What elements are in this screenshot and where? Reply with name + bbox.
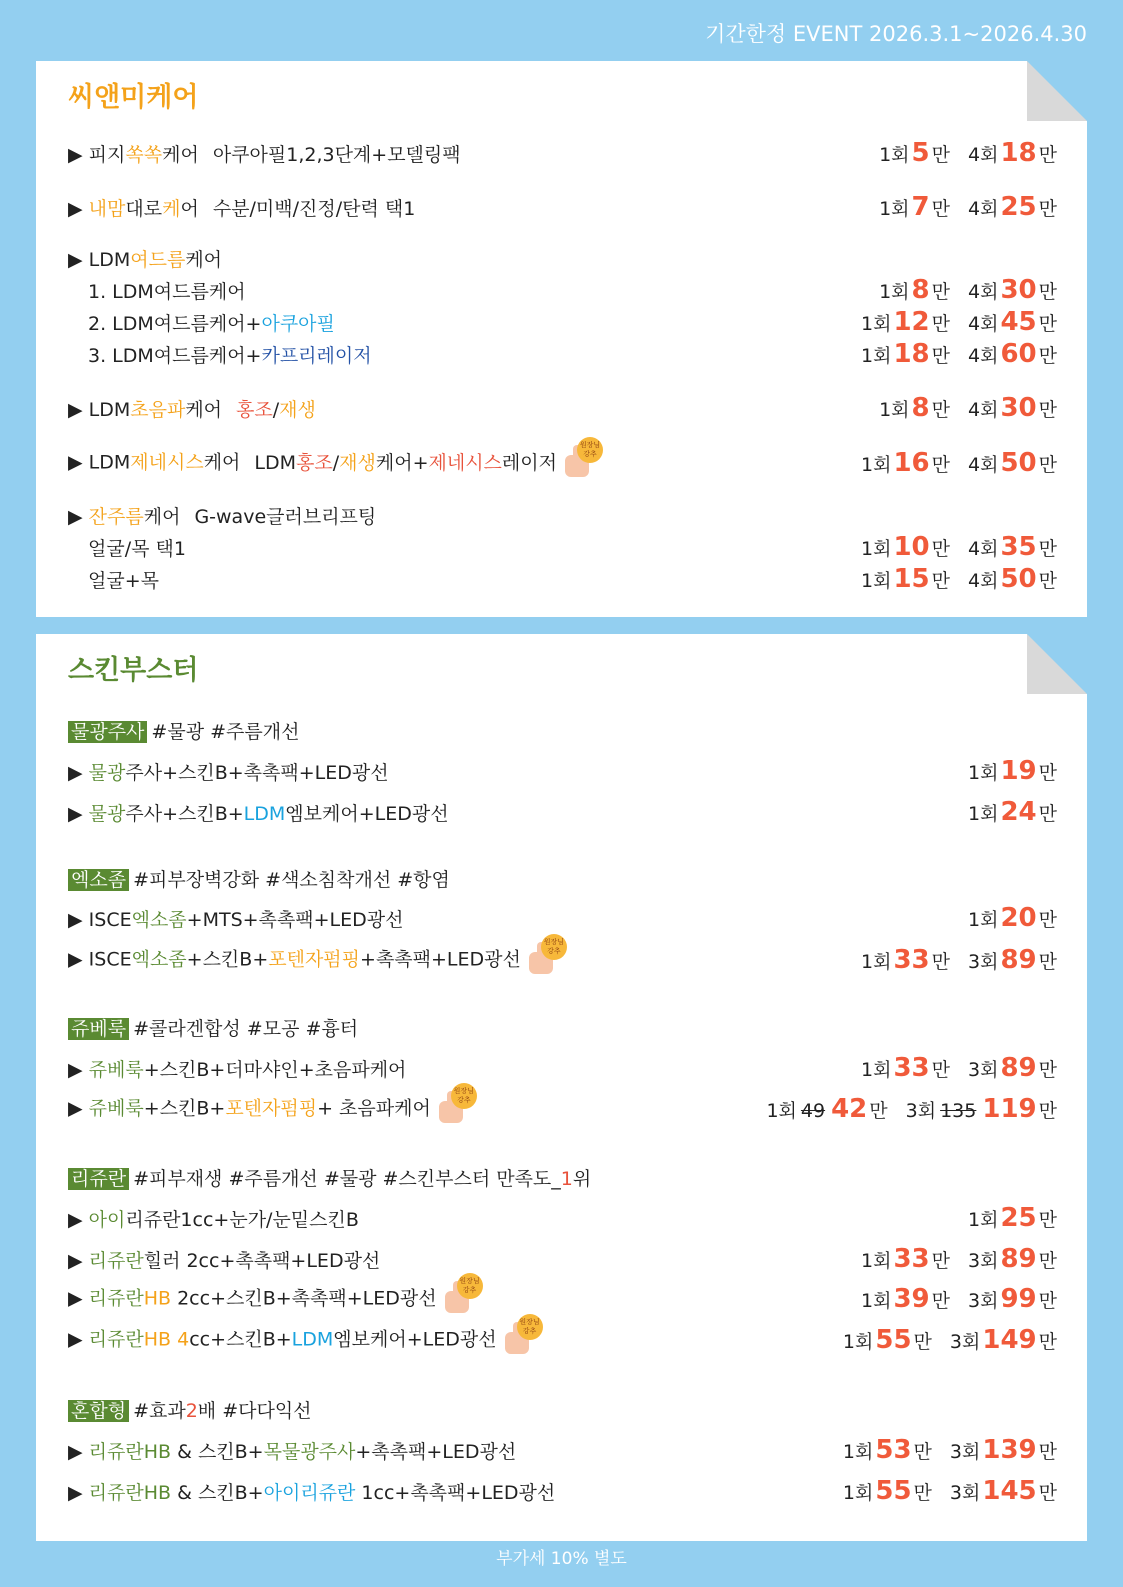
thumbs-up-icon: 원장님 강추 xyxy=(443,1281,483,1317)
price: 1회 55 만 3회 149 만 xyxy=(842,1325,1057,1355)
menu-row: ▶ LDM제네시스케어 LDM홍조/재생케어+제네시스레이저 원장님 강추 1회 16 만 4회 50 만 xyxy=(68,447,1057,479)
menu-row: ▶ 리쥬란HB 4cc+스킨B+LDM엠보케어+LED광선 원장님 강추 1회 55 만 3회 149 만 xyxy=(68,1324,1057,1356)
item-suffix: 케어 xyxy=(162,143,199,166)
menu-row: ▶ 리쥬란HB & 스킨B+목물광주사+촉촉팩+LED광선 1회 53 만 3회 139 만 xyxy=(68,1435,1057,1465)
price: 1회 20 만 xyxy=(968,903,1057,933)
menu-subrow: 2. LDM여드름케어+아쿠아필 1회 12 만 4회 45 만 xyxy=(88,307,1057,337)
price: 1회 12 만 4회 45 만 xyxy=(861,307,1057,337)
price: 1회 49 42 만 3회 135 119 만 xyxy=(766,1094,1057,1124)
menu-subrow: 얼굴+목 1회 15 만 4회 50 만 xyxy=(88,564,1057,594)
category-heading: 물광주사 #물광 #주름개선 xyxy=(68,714,1057,746)
vat-note: 부가세 10% 별도 xyxy=(496,1549,627,1569)
menu-row: ▶ 리쥬란힐러 2cc+촉촉팩+LED광선 1회 33 만 3회 89 만 xyxy=(68,1244,1057,1274)
menu-row: ▶ 아이리쥬란1cc+눈가/눈밑스킨B 1회 25 만 xyxy=(68,1203,1057,1233)
category-heading: 쥬베룩 #콜라겐합성 #모공 #흉터 xyxy=(68,1011,1057,1043)
section-title: 스킨부스터 xyxy=(68,655,199,686)
menu-subrow: 3. LDM여드름케어+카프리레이저 1회 18 만 4회 60 만 xyxy=(88,339,1057,369)
original-price: 49 xyxy=(800,1100,826,1122)
page-fold-corner xyxy=(1027,634,1087,694)
section-title: 씨앤미케어 xyxy=(68,82,199,113)
menu-subrow: 얼굴/목 택1 1회 10 만 4회 35 만 xyxy=(88,532,1057,562)
menu-row xyxy=(68,137,1057,169)
price: 1회 10 만 4회 35 만 xyxy=(861,532,1057,562)
menu-row: ▶ 쥬베룩+스킨B+더마샤인+초음파케어 1회 33 만 3회 89 만 xyxy=(68,1053,1057,1083)
price: 1회 33 만 3회 89 만 xyxy=(861,945,1057,975)
event-period: 기간한정 EVENT 2026.3.1~2026.4.30 xyxy=(705,22,1087,46)
item-desc: 수분/미백/진정/탄력 택1 xyxy=(212,197,416,220)
menu-row: ▶ 잔주름케어 G-wave글러브리프팅 xyxy=(68,505,377,528)
item-desc: 아쿠아필1,2,3단계+모델링팩 xyxy=(212,143,461,166)
price: 1회 8 만 4회 30 만 xyxy=(879,275,1057,305)
category-heading: 엑소좀 #피부장벽강화 #색소침착개선 #항염 xyxy=(68,862,1057,894)
original-price: 135 xyxy=(940,1100,977,1122)
menu-row: ▶ 쥬베룩+스킨B+포텐자펌핑+ 초음파케어 원장님 강추 1회 49 42 만 3회 135 119 만 xyxy=(68,1093,1057,1125)
price: 1회 16 만 4회 50 만 xyxy=(861,448,1057,478)
price: 1회 55 만 3회 145 만 xyxy=(842,1476,1057,1506)
price: 1회 7 만 4회 25 만 xyxy=(879,192,1057,222)
price: 1회 25 만 xyxy=(968,1203,1057,1233)
price: 1회 18 만 4회 60 만 xyxy=(861,339,1057,369)
price: 1회 39 만 3회 99 만 xyxy=(861,1284,1057,1314)
category-heading: 혼합형 #효과2배 #다다익선 xyxy=(68,1393,1057,1425)
panel-skin-booster xyxy=(36,634,1087,1541)
category-heading: 리쥬란 #피부재생 #주름개선 #물광 #스킨부스터 만족도_1위 xyxy=(68,1161,1057,1193)
price: 1회 8 만 4회 30 만 xyxy=(879,393,1057,423)
item-highlight: 쏙쏙 xyxy=(125,143,163,166)
price: 1회 19 만 xyxy=(968,756,1057,786)
thumbs-up-icon: 원장님 강추 xyxy=(503,1322,543,1358)
menu-row: ▶ 내맘대로케어 수분/미백/진정/탄력 택1 1회 7 만 4회 25 만 xyxy=(68,192,1057,222)
thumbs-up-icon: 원장님 강추 xyxy=(437,1091,477,1127)
item-prefix: ▶ 피지 xyxy=(68,143,126,166)
menu-row: ▶ ISCE엑소좀+MTS+촉촉팩+LED광선 1회 20 만 xyxy=(68,903,1057,933)
menu-row: ▶ 물광주사+스킨B+LDM엠보케어+LED광선 1회 24 만 xyxy=(68,797,1057,827)
price: 1회 33 만 3회 89 만 xyxy=(861,1053,1057,1083)
page-fold-corner xyxy=(1027,61,1087,121)
price: 1회 15 만 4회 50 만 xyxy=(861,564,1057,594)
menu-row: ▶ 리쥬란HB 2cc+스킨B+촉촉팩+LED광선 원장님 강추 1회 39 만 3회 99 만 xyxy=(68,1283,1057,1315)
thumbs-up-icon: 원장님 강추 xyxy=(563,445,603,481)
thumbs-up-icon: 원장님 강추 xyxy=(527,942,567,978)
panel-cnme-care xyxy=(36,61,1087,617)
menu-row: ▶ LDM초음파케어 홍조/재생 1회 8 만 4회 30 만 xyxy=(68,393,1057,423)
price: 1회 5 만 4회 18 만 xyxy=(879,138,1057,168)
menu-row: ▶ 리쥬란HB & 스킨B+아이리쥬란 1cc+촉촉팩+LED광선 1회 55 만 3회 145 만 xyxy=(68,1476,1057,1506)
menu-subrow: 1. LDM여드름케어 1회 8 만 4회 30 만 xyxy=(88,275,1057,305)
price: 1회 33 만 3회 89 만 xyxy=(861,1244,1057,1274)
menu-row: ▶ 물광주사+스킨B+촉촉팩+LED광선 1회 19 만 xyxy=(68,756,1057,786)
menu-row: ▶ ISCE엑소좀+스킨B+포텐자펌핑+촉촉팩+LED광선 원장님 강추 1회 33 만 3회 89 만 xyxy=(68,944,1057,976)
menu-row: ▶ LDM여드름케어 xyxy=(68,248,223,271)
price: 1회 53 만 3회 139 만 xyxy=(842,1435,1057,1465)
price: 1회 24 만 xyxy=(968,797,1057,827)
